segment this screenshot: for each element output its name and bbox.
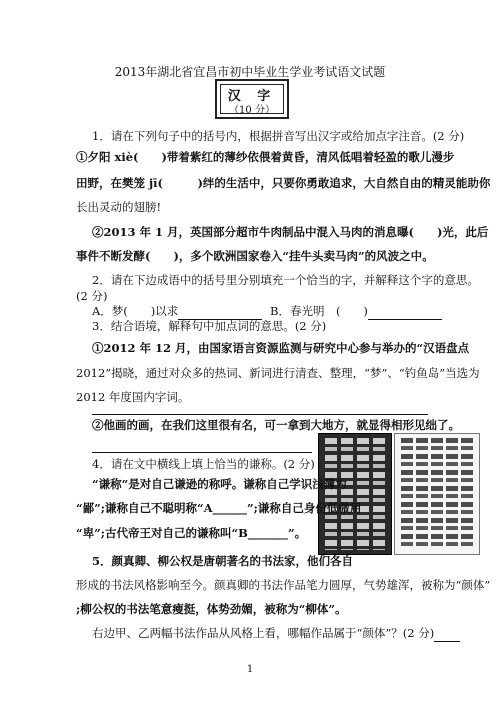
q1-stem: 1．请在下列句子中的括号内，根据拼音写出汉字或给加点字注音。(2 分) [92, 129, 465, 143]
q1-item1-line3: 长出灵动的翅膀! [76, 200, 162, 214]
section-name: 汉 字 [227, 89, 277, 104]
q2-score: (2 分) [76, 289, 108, 303]
q4-line3: “卑”;古代帝王对自己的谦称叫“B_______”。 [76, 526, 307, 540]
q2-option-b-blank[interactable] [368, 303, 442, 320]
page-title: 2013年湖北省宜昌市初中毕业生学业考试语文试题 [114, 65, 386, 79]
q3-para1-line2: 2012”揭晓，通过对众多的热词、新词进行清查、整理，“梦”、“钓鱼岛”当选为 [76, 366, 480, 380]
q5-answer-blank[interactable] [434, 625, 460, 642]
q1-item2-line1: ②2013 年 1 月，英国部分超市牛肉制品中混入马肉的消息曝( )光，此后 [92, 225, 489, 239]
q5-line3: ;柳公权的书法笔意瘦挺，体势劲媚，被称为“柳体”。 [76, 602, 347, 616]
q4-line1: “谦称”是对自己谦逊的称呼。谦称自己学识浅薄为 [92, 477, 347, 491]
q3-stem: 3．结合语境，解释句中加点词的意思。(2 分) [92, 319, 327, 333]
section-score: （10 分） [229, 105, 275, 116]
q3-para1-line3: 2012 年度国内字词。 [76, 390, 190, 404]
q3-answer-line-1[interactable] [92, 414, 428, 415]
q2-option-b-text: B．春光明 ( ) [270, 304, 368, 318]
q5-line4 [92, 625, 460, 642]
q3-para2: ②他画的画，在我们这里很有名，可一拿到大地方，就显得相形见绌了。 [92, 418, 460, 432]
q4-line2: “鄙”;谦称自己不聪明称“A______”;谦称自己身份低微用 [76, 501, 362, 515]
q2-option-a-text: A．梦( )以求 [92, 304, 179, 318]
q1-item1-line2: 田野，在樊笼 jī( )绊的生活中，只要你勇敢追求，大自然自由的精灵能助你 [76, 176, 491, 190]
q5-line1: 5．颜真卿、柳公权是唐朝著名的书法家，他们各自 [92, 554, 353, 568]
q1-item2-line2: 事件不断发酵( )，多个欧洲国家卷入“挂牛头卖马肉”的风波之中。 [76, 249, 434, 263]
page-number: 1 [246, 664, 254, 675]
section-header-box [215, 79, 289, 119]
q5-question-text: 右边甲、乙两幅书法作品从风格上看，哪幅作品属于“颜体”？(2 分) [92, 626, 435, 640]
calligraphy-image-b [394, 433, 480, 555]
calligraphy-image-a [318, 433, 392, 555]
q2-stem: 2．请在下边成语中的括号里分别填充一个恰当的字，并解释这个字的意思。 [92, 273, 479, 287]
q3-answer-line-2[interactable] [92, 452, 312, 453]
q4-stem: 4．请在文中横线上填上恰当的谦称。(2 分) [92, 457, 315, 471]
q1-item1-line1: ①夕阳 xiè( )带着紫红的薄纱依偎着黄昏，清风低唱着轻盈的歌儿漫步 [76, 150, 455, 164]
q3-para1-line1: ①2012 年 12 月，由国家语言资源监测与研究中心参与举办的“汉语盘点 [92, 341, 470, 355]
q5-line2: 形成的书法风格影响至今。颜真卿的书法作品笔力圆厚，气势雄浑，被称为“颜体” [76, 578, 491, 592]
